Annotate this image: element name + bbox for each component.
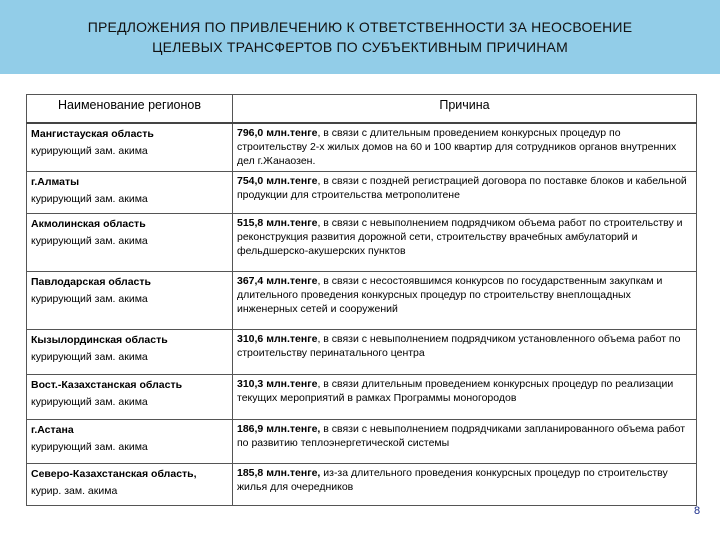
region-cell	[27, 374, 233, 419]
region-name: Павлодарская область	[31, 275, 151, 288]
region-cell	[27, 213, 233, 271]
region-cell	[27, 271, 233, 329]
slide-title-line-2: ЦЕЛЕВЫХ ТРАНСФЕРТОВ ПО СУБЪЕКТИВНЫМ ПРИЧИНАМ	[152, 39, 568, 55]
slide-title-line-1: ПРЕДЛОЖЕНИЯ ПО ПРИВЛЕЧЕНИЮ К ОТВЕТСТВЕННОСТИ ЗА НЕОСВОЕНИЕ	[87, 19, 633, 35]
reason-text: в связи с невыполнением подрядчиками запланированного объема работ по развитию теплоэнергетической системы	[237, 422, 686, 449]
reason-text: из-за длительного проведения конкурсных процедур по строительству жилья для очередников	[237, 466, 668, 493]
region-cell	[27, 123, 233, 171]
region-name: Северо-Казахстанская область,	[31, 467, 197, 480]
reason-text: , в связи с невыполнением подрядчиком установленного объема работ по строительству перинатального центра	[237, 332, 681, 359]
amount: 367,4 млн.тенге	[237, 274, 318, 287]
region-cell	[27, 171, 233, 213]
page-number: 8	[694, 505, 701, 517]
table-row	[27, 271, 697, 329]
table-row	[27, 419, 697, 463]
region-name: г.Алматы	[31, 175, 80, 188]
column-header-regions: Наименование регионов	[27, 95, 233, 124]
region-name: Мангистауская область	[31, 128, 154, 140]
amount: 186,9 млн.тенге,	[237, 422, 321, 435]
region-cell	[27, 329, 233, 374]
amount: 796,0 млн.тенге	[237, 127, 318, 139]
responsible-official: курирующий зам. акима	[31, 192, 148, 205]
responsible-official: курирующий зам. акима	[31, 350, 148, 363]
table-row	[27, 213, 697, 271]
reason-cell	[233, 171, 697, 213]
reason-cell	[233, 123, 697, 171]
table-header-row	[27, 95, 697, 124]
amount: 754,0 млн.тенге	[237, 174, 318, 187]
reason-cell	[233, 463, 697, 505]
table-row	[27, 374, 697, 419]
amount: 185,8 млн.тенге,	[237, 466, 321, 479]
responsible-official: курирующий зам. акима	[31, 145, 148, 157]
reason-text: , в связи с длительным проведением конкурсных процедур по строительству 2-х жилых домов на 60 и 100 квартир для сотрудников органов внутренних дел г.Жанаозен.	[237, 127, 677, 167]
region-name: Вост.-Казахстанская область	[31, 378, 183, 391]
reason-text: , в связи с несостоявшимся конкурсов по государственным закупкам и длительного проведения конкурсных процедур по строительству внеплощадных инженерных сетей и сооружений	[237, 274, 663, 315]
amount: 515,8 млн.тенге	[237, 216, 318, 229]
reason-cell	[233, 329, 697, 374]
region-cell	[27, 419, 233, 463]
proposals-table	[26, 94, 697, 506]
responsible-official: курирующий зам. акима	[31, 440, 148, 453]
reason-text: , в связи с поздней регистрацией договора по поставке блоков и кабельной продукции для строительства метрополитене	[237, 174, 687, 201]
responsible-official: курирующий зам. акима	[31, 292, 148, 305]
amount: 310,6 млн.тенге	[237, 332, 318, 345]
table-row	[27, 123, 697, 171]
reason-cell	[233, 374, 697, 419]
table-row	[27, 329, 697, 374]
slide-header	[0, 0, 720, 74]
responsible-official: курир. зам. акима	[31, 484, 118, 497]
region-name: Кызылординская область	[31, 333, 168, 346]
responsible-official: курирующий зам. акима	[31, 395, 148, 408]
region-name: Акмолинская область	[31, 217, 146, 230]
table-row	[27, 171, 697, 213]
table-row	[27, 463, 697, 505]
reason-cell	[233, 271, 697, 329]
reason-cell	[233, 419, 697, 463]
responsible-official: курирующий зам. акима	[31, 234, 148, 247]
reason-text: , в связи длительным проведением конкурсных процедур по реализации текущих мероприятий в рамках Программы моногородов	[237, 377, 674, 404]
amount: 310,3 млн.тенге	[237, 377, 318, 390]
column-header-reason: Причина	[233, 95, 697, 124]
region-name: г.Астана	[31, 423, 74, 436]
reason-text: , в связи с невыполнением подрядчиком объема работ по строительству и реконструкция развития дорожной сети, строительству врачебных амбулаторий и фельдшерско-акушерских пунктов	[237, 216, 683, 257]
region-cell	[27, 463, 233, 505]
reason-cell	[233, 213, 697, 271]
